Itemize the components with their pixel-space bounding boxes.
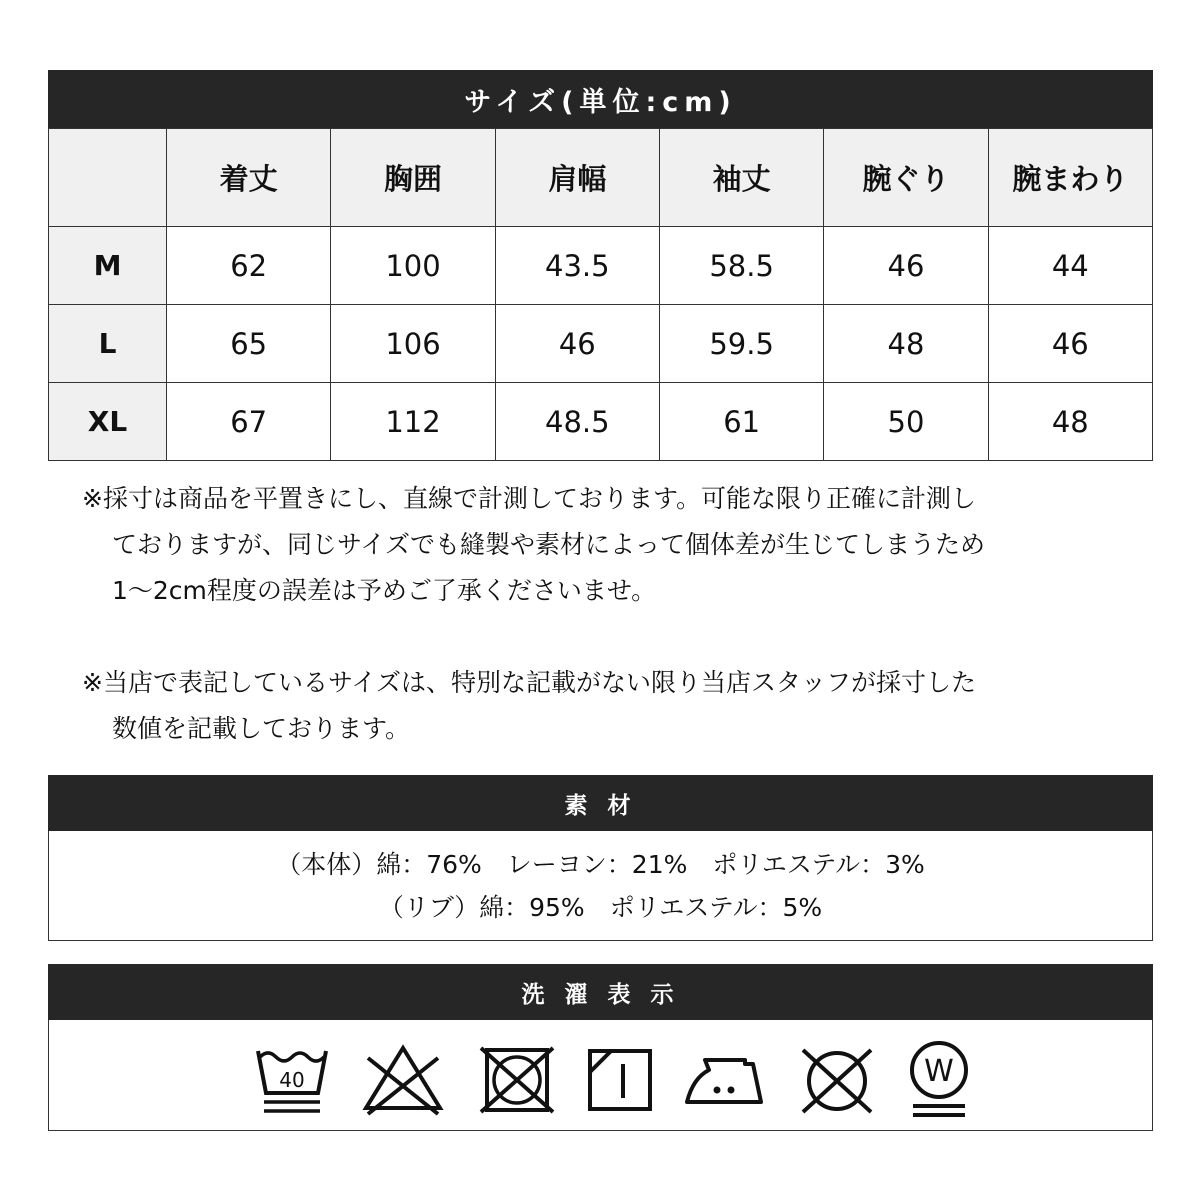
column-header-sleeve: 袖丈 (659, 129, 823, 227)
size-table-header-row (49, 129, 1153, 227)
note-line: ※採寸は商品を平置きにし、直線で計測しております。可能な限り正確に計測し (82, 484, 976, 513)
material-box (48, 831, 1153, 941)
table-cell: 43.5 (495, 227, 659, 305)
wet-clean-gentle-icon (907, 1040, 971, 1120)
material-line-rib: （リブ）綿：95% ポリエステル：5% (378, 892, 823, 922)
size-section-title: サイズ(単位:cm) (48, 70, 1153, 128)
line-dry-shade-icon (587, 1048, 653, 1112)
size-label: L (49, 305, 167, 383)
table-cell: 58.5 (659, 227, 823, 305)
no-dry-clean-icon (799, 1046, 875, 1116)
column-header-shoulder: 肩幅 (495, 129, 659, 227)
table-cell: 48 (824, 305, 988, 383)
table-row (49, 227, 1153, 305)
iron-medium-icon (683, 1052, 765, 1110)
table-cell: 59.5 (659, 305, 823, 383)
wet-clean-label: W (924, 1054, 954, 1089)
table-row (49, 383, 1153, 461)
note-line: 1～2cm程度の誤差は予めご了承くださいませ。 (112, 576, 657, 605)
table-row (49, 305, 1153, 383)
table-cell: 46 (824, 227, 988, 305)
no-bleach-icon (362, 1044, 444, 1116)
size-table (48, 128, 1153, 461)
size-disclaimer-note (82, 660, 1162, 752)
table-cell: 46 (988, 305, 1152, 383)
no-tumble-dry-icon (479, 1046, 555, 1114)
table-cell: 44 (988, 227, 1152, 305)
table-cell: 48.5 (495, 383, 659, 461)
table-cell: 100 (331, 227, 495, 305)
note-line: ※当店で表記しているサイズは、特別な記載がない限り当店スタッフが採寸した (82, 668, 976, 697)
wash-temperature-label: 40 (279, 1068, 305, 1092)
table-cell: 61 (659, 383, 823, 461)
column-header-chest: 胸囲 (331, 129, 495, 227)
wash-40-gentle-icon (254, 1045, 330, 1117)
table-cell: 65 (167, 305, 331, 383)
size-label: XL (49, 383, 167, 461)
table-cell: 50 (824, 383, 988, 461)
material-section-title: 素 材 (48, 775, 1153, 831)
size-label: M (49, 227, 167, 305)
table-cell: 48 (988, 383, 1152, 461)
table-cell: 112 (331, 383, 495, 461)
wash-section-title: 洗 濯 表 示 (48, 964, 1153, 1020)
table-cell: 67 (167, 383, 331, 461)
column-header-arm-circumference: 腕まわり (988, 129, 1152, 227)
table-cell: 106 (331, 305, 495, 383)
note-line: 数値を記載しております。 (112, 714, 411, 743)
column-header-empty (49, 129, 167, 227)
column-header-armhole: 腕ぐり (824, 129, 988, 227)
note-line: ておりますが、同じサイズでも縫製や素材によって個体差が生じてしまうため (112, 530, 986, 559)
wash-icons-box (48, 1020, 1153, 1131)
material-line-body: （本体）綿：76% レーヨン：21% ポリエステル：3% (276, 849, 925, 879)
measurement-note (82, 476, 1162, 614)
column-header-length: 着丈 (167, 129, 331, 227)
table-cell: 62 (167, 227, 331, 305)
table-cell: 46 (495, 305, 659, 383)
